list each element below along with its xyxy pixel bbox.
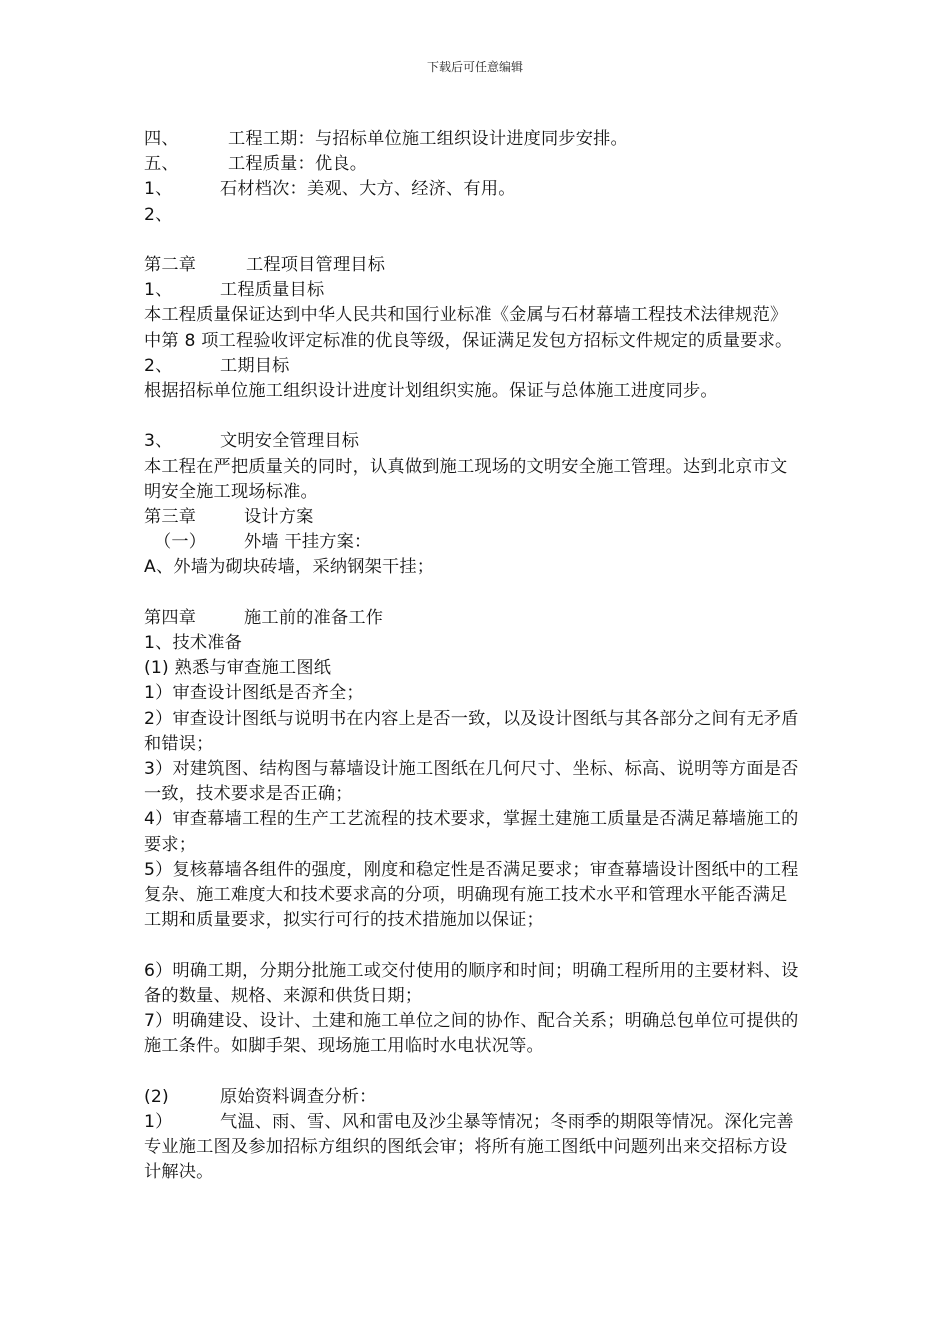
chapter-3-heading — [144, 505, 804, 530]
item-text: 石材档次：美观、大方、经济、有用。 — [220, 179, 516, 200]
item-text: 气温、雨、雪、风和雷电及沙尘暴等情况；冬雨季的期限等情况。深化完善专业施工图及参加招标方组织的图纸会审；将所有施工图纸中问题列出来交招标方设计解决。 — [144, 1111, 794, 1183]
chapter-title: 施工前的准备工作 — [244, 607, 384, 628]
item-number: 2、 — [144, 204, 173, 225]
section-number: 五、 — [144, 154, 179, 175]
item-number: (2) — [144, 1086, 169, 1107]
paragraph: A、外墙为砌块砖墙，采纳钢架干挂； — [144, 557, 435, 578]
item-number: （一） — [154, 532, 207, 553]
paragraph: 本工程质量保证达到中华人民共和国行业标准《金属与石材幕墙工程技术法律规范》中第 8 项工程验收评定标准的优良等级，保证满足发包方招标文件规定的质量要求。 — [144, 305, 793, 351]
item-number: 2、 — [144, 355, 173, 376]
section-number: 四、 — [144, 129, 179, 149]
chapter-number: 第四章 — [144, 607, 197, 628]
item-text: 原始资料调查分析： — [220, 1086, 377, 1107]
subsection-heading — [144, 429, 804, 454]
item-number: 1） — [144, 1111, 173, 1132]
list-item: 1）审查设计图纸是否齐全； — [144, 683, 364, 704]
chapter-title: 设计方案 — [244, 507, 314, 528]
section-quality — [144, 152, 804, 177]
list-item: 1、技术准备 — [144, 633, 243, 654]
section-text: 工程工期：与招标单位施工组织设计进度同步安排。 — [228, 129, 628, 149]
list-item: 3）对建筑图、结构图与幕墙设计施工图纸在几何尺寸、坐标、标高、说明等方面是否一致，技术要求是否正确； — [144, 759, 799, 805]
list-item: 2）审查设计图纸与说明书在内容上是否一致，以及设计图纸与其各部分之间有无矛盾和错误； — [144, 708, 799, 754]
chapter-number: 第二章 — [144, 255, 197, 275]
item-stone-grade — [144, 177, 804, 202]
list-item: 7）明确建设、设计、土建和施工单位之间的协作、配合关系；明确总包单位可提供的施工条件。如脚手架、现场施工用临时水电状况等。 — [144, 1011, 799, 1057]
section-duration — [144, 127, 804, 152]
list-item: (1) 熟悉与审查施工图纸 — [144, 658, 332, 679]
list-item: 4）审查幕墙工程的生产工艺流程的技术要求，掌握土建施工质量是否满足幕墙施工的要求； — [144, 809, 799, 855]
item-number: 3、 — [144, 431, 173, 452]
item-empty — [144, 203, 804, 228]
page-header: 下载后可任意编辑 — [426, 60, 523, 74]
item-text: 工期目标 — [220, 355, 290, 376]
item-text: 外墙 干挂方案： — [244, 532, 372, 553]
chapter-title: 工程项目管理目标 — [246, 255, 386, 275]
item-text: 文明安全管理目标 — [220, 431, 360, 452]
item-text: 工程质量目标 — [220, 280, 325, 301]
subsection-heading — [144, 278, 804, 303]
item-number: 1、 — [144, 179, 173, 200]
list-item — [144, 1110, 804, 1186]
chapter-4-heading — [144, 606, 804, 631]
subsection-heading — [144, 530, 804, 555]
chapter-2-heading — [144, 253, 804, 278]
paragraph: 本工程在严把质量关的同时，认真做到施工现场的文明安全施工管理。达到北京市文明安全施工现场标准。 — [144, 456, 788, 502]
list-item: 6）明确工期，分期分批施工或交付使用的顺序和时间；明确工程所用的主要材料、设备的数量、规格、来源和供货日期； — [144, 960, 799, 1006]
chapter-number: 第三章 — [144, 507, 197, 528]
item-number: 1、 — [144, 280, 173, 301]
section-text: 工程质量：优良。 — [228, 154, 368, 175]
subsection-heading — [144, 354, 804, 379]
list-item: 5）复核幕墙各组件的强度，刚度和稳定性是否满足要求；审查幕墙设计图纸中的工程复杂、施工难度大和技术要求高的分项，明确现有施工技术水平和管理水平能否满足工期和质量要求，拟实行可行的技术措施加以保证； — [144, 859, 799, 931]
subsection-heading — [144, 1085, 804, 1110]
paragraph: 根据招标单位施工组织设计进度计划组织实施。保证与总体施工进度同步。 — [144, 381, 718, 402]
document-body — [144, 127, 804, 1185]
